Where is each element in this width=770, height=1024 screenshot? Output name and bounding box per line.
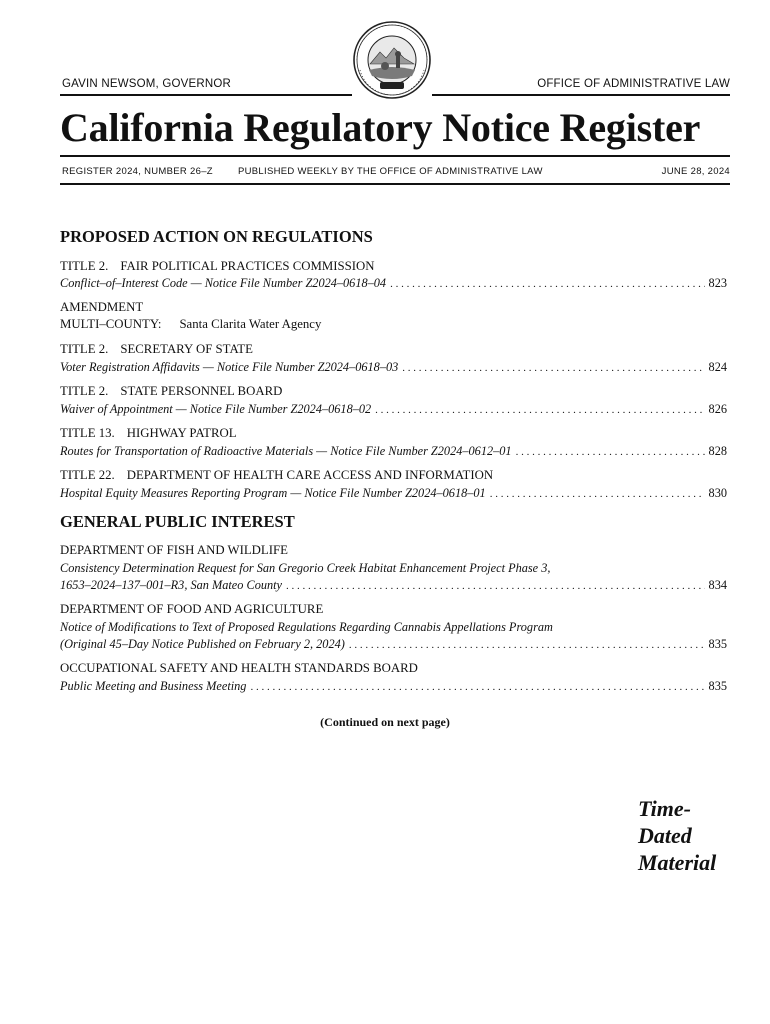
toc-item-radioactive-routes[interactable]: [60, 443, 727, 461]
item-title: 1653–2024–137–001–R3, San Mateo County: [60, 578, 283, 592]
masthead-rule-bottom: [60, 183, 730, 185]
item-title: Hospital Equity Measures Reporting Program — Notice File Number Z2024–0618–01: [60, 486, 486, 500]
toc-item-hospital-equity[interactable]: [60, 485, 727, 503]
toc-item-cannabis-appellations[interactable]: [60, 636, 727, 654]
leader-dots: [349, 637, 705, 654]
agency-fish-and-wildlife: DEPARTMENT OF FISH AND WILDLIFE: [60, 543, 288, 557]
entry-title-fppc: [60, 259, 375, 274]
agency-name: STATE PERSONNEL BOARD: [120, 384, 283, 398]
page-number: 828: [708, 444, 727, 458]
item-title-line1: Notice of Modifications to Text of Proposed Regulations Regarding Cannabis Appellations Program: [60, 620, 553, 634]
page-number: 830: [708, 486, 727, 500]
agency-osha-standards-board: OCCUPATIONAL SAFETY AND HEALTH STANDARDS BOARD: [60, 661, 418, 675]
title-number: TITLE 2.: [60, 384, 109, 398]
page-number: 835: [708, 637, 727, 651]
entry-title-sos: [60, 342, 253, 357]
header-divider-right: [432, 94, 730, 96]
leader-dots: [286, 578, 705, 595]
entry-title-hcai: [60, 468, 493, 483]
toc-item-conflict-of-interest[interactable]: [60, 275, 727, 293]
multi-county-label: MULTI–COUNTY:: [60, 317, 162, 331]
leader-dots: [516, 444, 705, 461]
great-seal-of-california-icon: [352, 20, 432, 100]
item-title: (Original 45–Day Notice Published on February 2, 2024): [60, 637, 345, 651]
page-number: 826: [708, 402, 727, 416]
toc-item-waiver-of-appointment[interactable]: [60, 401, 727, 419]
agency-name: HIGHWAY PATROL: [126, 426, 237, 440]
register-number: REGISTER 2024, NUMBER 26–Z: [62, 166, 213, 177]
masthead-title: California Regulatory Notice Register: [60, 105, 701, 150]
time-dated-line3: Material: [638, 850, 717, 875]
masthead-rule-top: [60, 155, 730, 157]
toc-item-san-gregorio-creek[interactable]: [60, 577, 727, 595]
multi-county-agency: Santa Clarita Water Agency: [179, 317, 322, 331]
time-dated-line2: Dated: [638, 823, 692, 848]
item-title-line1: Consistency Determination Request for San Gregorio Creek Habitat Enhancement Project Phase 3,: [60, 561, 551, 575]
continued-notice: (Continued on next page): [320, 715, 450, 729]
page-number: 834: [708, 578, 727, 592]
leader-dots: [390, 276, 704, 293]
published-by: PUBLISHED WEEKLY BY THE OFFICE OF ADMINISTRATIVE LAW: [238, 166, 543, 177]
item-title: Waiver of Appointment — Notice File Number Z2024–0618–02: [60, 402, 372, 416]
header-divider-left: [60, 94, 352, 96]
section-heading-proposed: PROPOSED ACTION ON REGULATIONS: [60, 227, 373, 246]
agency-name: SECRETARY OF STATE: [120, 342, 253, 356]
leader-dots: [375, 402, 704, 419]
page-number: 835: [708, 679, 727, 693]
leader-dots: [250, 679, 704, 696]
agency-name: FAIR POLITICAL PRACTICES COMMISSION: [120, 259, 375, 273]
multi-county-line: [60, 317, 321, 332]
agency-food-and-agriculture: DEPARTMENT OF FOOD AND AGRICULTURE: [60, 602, 324, 616]
toc-item-public-meeting[interactable]: [60, 678, 727, 696]
page-number: 823: [708, 276, 727, 290]
item-title: Public Meeting and Business Meeting: [60, 679, 247, 693]
item-title: Voter Registration Affidavits — Notice File Number Z2024–0618–03: [60, 360, 399, 374]
item-title: Routes for Transportation of Radioactive Materials — Notice File Number Z2024–0612–01: [60, 444, 512, 458]
amendment-label: AMENDMENT: [60, 300, 144, 314]
leader-dots: [490, 486, 705, 503]
time-dated-line1: Time-: [638, 796, 691, 821]
section-heading-general: GENERAL PUBLIC INTEREST: [60, 512, 295, 531]
title-number: TITLE 2.: [60, 342, 109, 356]
leader-dots: [402, 360, 704, 377]
agency-name: DEPARTMENT OF HEALTH CARE ACCESS AND INFORMATION: [126, 468, 494, 482]
page-number: 824: [708, 360, 727, 374]
entry-title-chp: [60, 426, 237, 441]
title-number: TITLE 22.: [60, 468, 115, 482]
entry-title-spb: [60, 384, 282, 399]
toc-item-voter-registration[interactable]: [60, 359, 727, 377]
governor-name: GAVIN NEWSOM, GOVERNOR: [62, 78, 232, 90]
time-dated-material-label: [638, 795, 716, 876]
item-title: Conflict–of–Interest Code — Notice File Number Z2024–0618–04: [60, 276, 387, 290]
office-name: OFFICE OF ADMINISTRATIVE LAW: [537, 78, 730, 90]
title-number: TITLE 13.: [60, 426, 115, 440]
title-number: TITLE 2.: [60, 259, 109, 273]
issue-date: JUNE 28, 2024: [661, 166, 730, 177]
